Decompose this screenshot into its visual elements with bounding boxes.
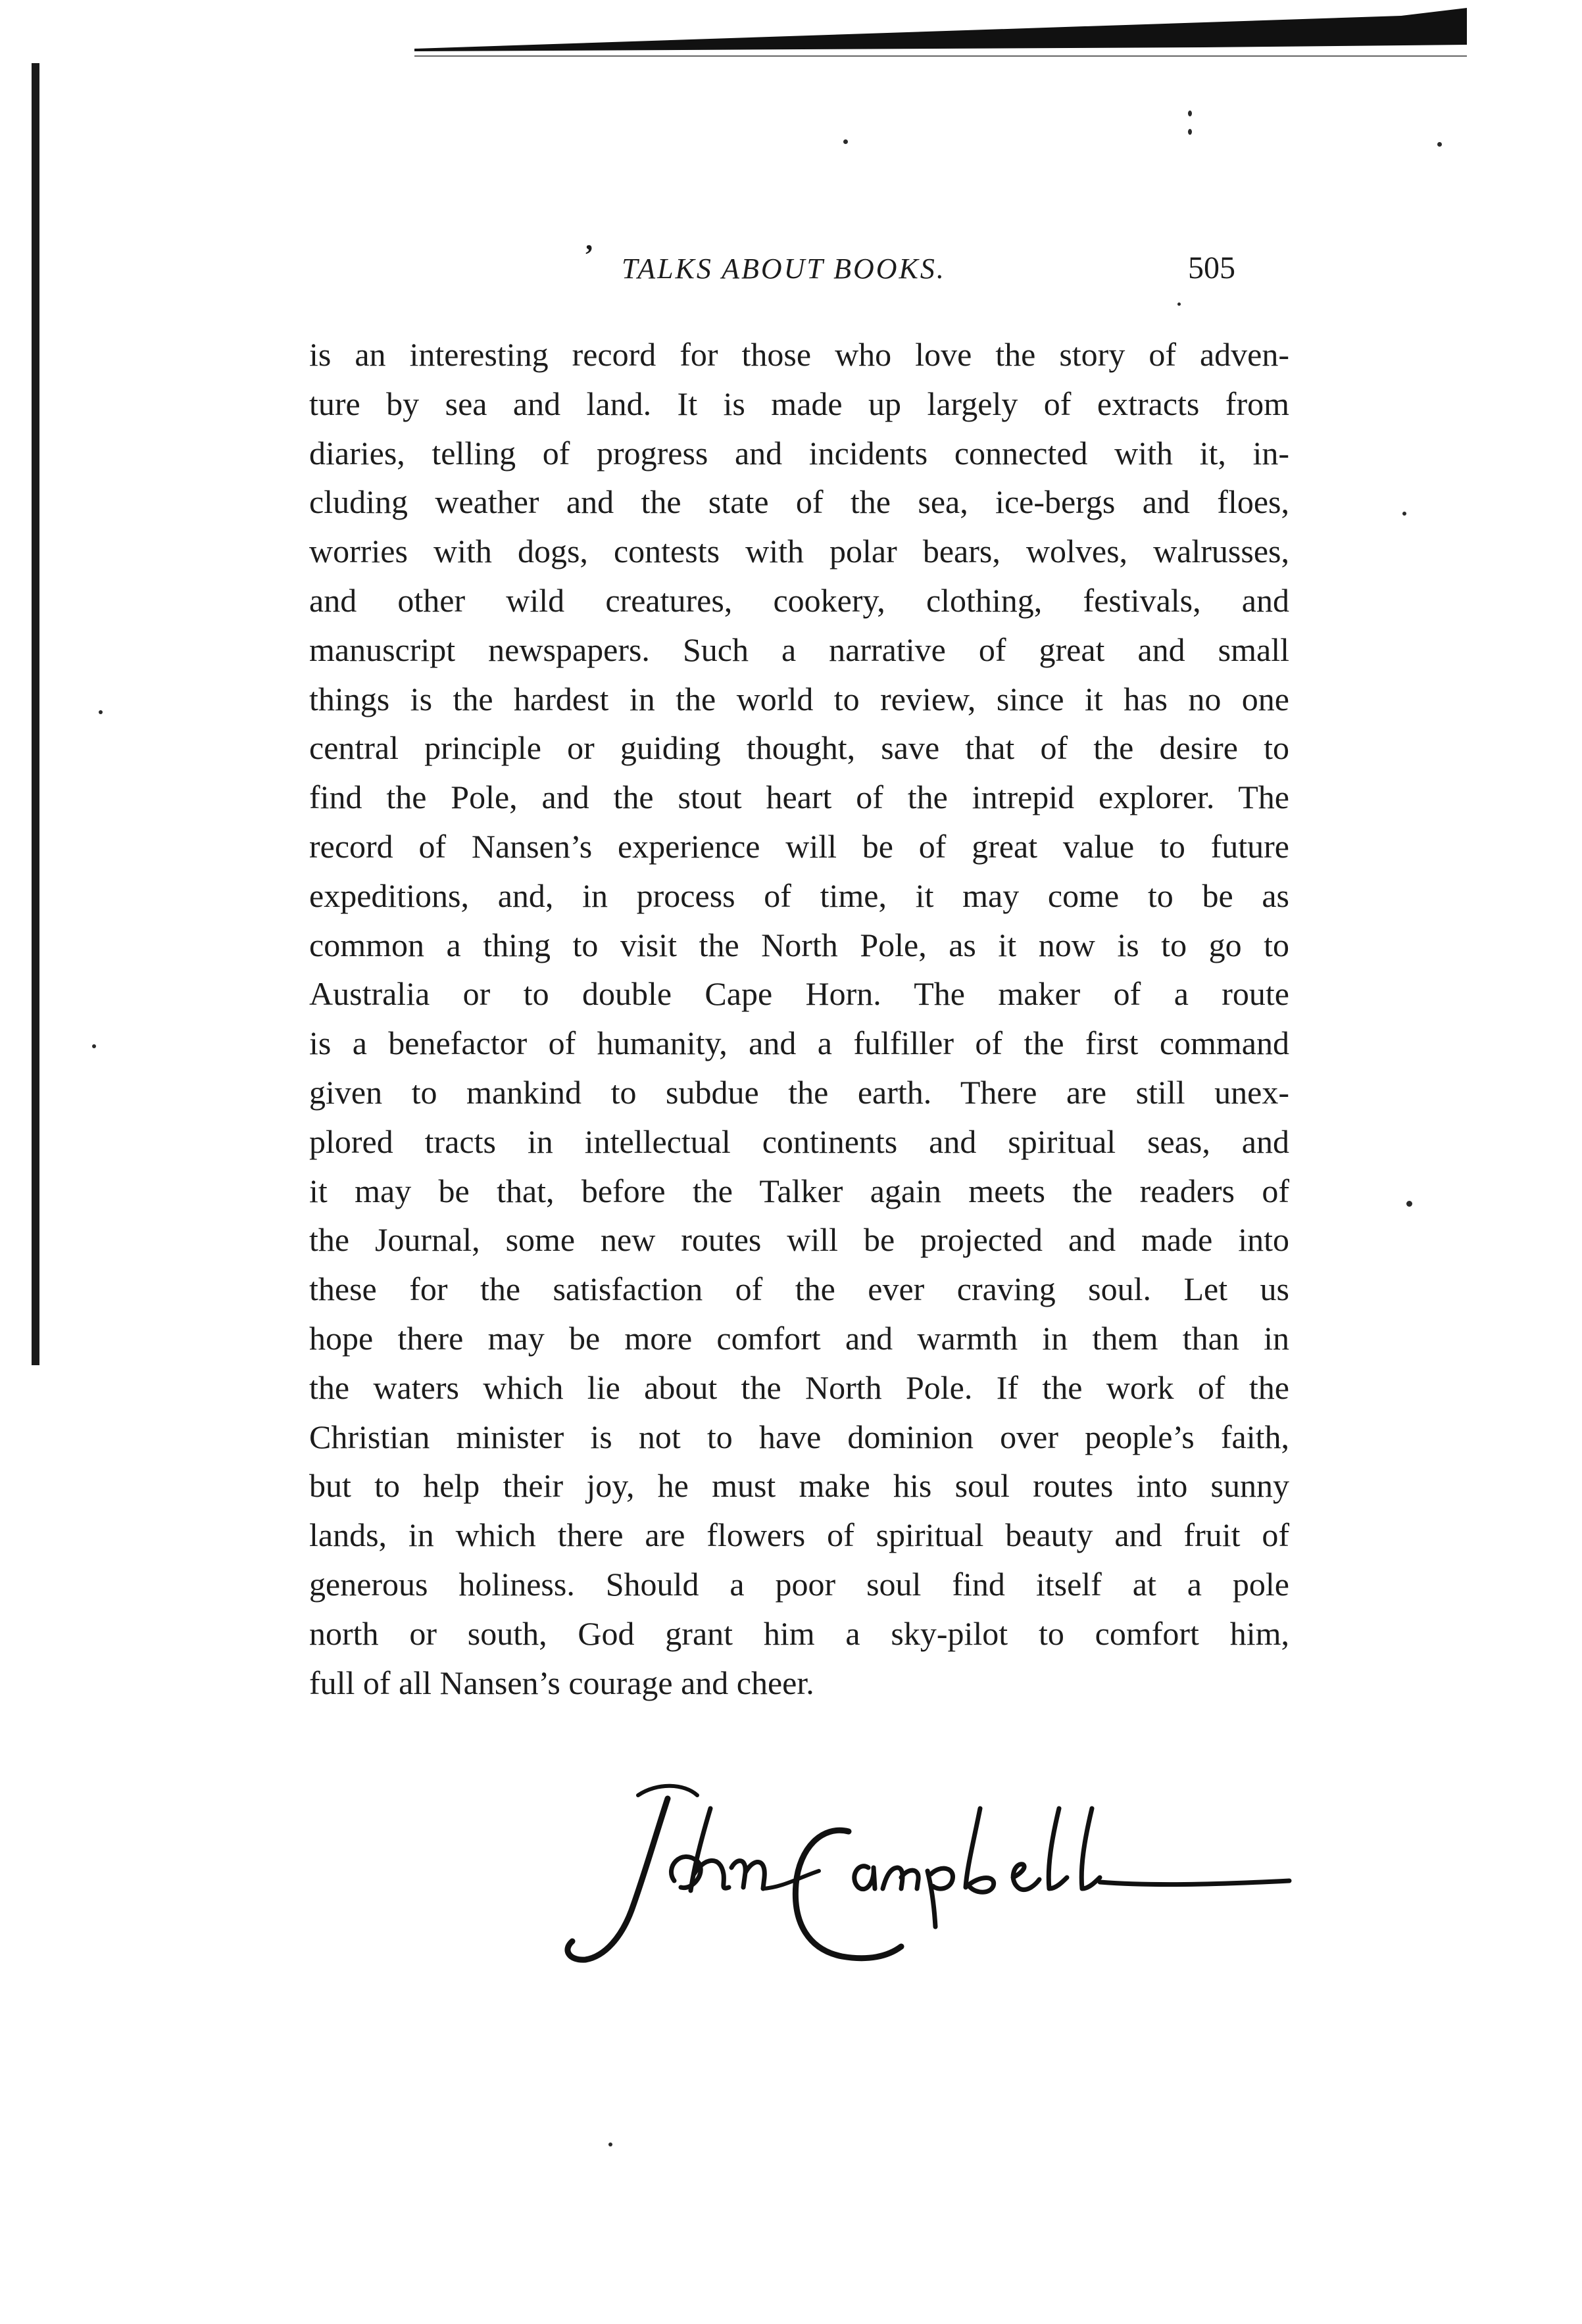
text-line: plored tracts in intellectual continents and spiritual seas, and: [309, 1123, 1289, 1160]
scan-speck: [1177, 303, 1181, 306]
scan-top-rule: [414, 4, 1467, 57]
text-line: these for the satisfaction of the ever craving soul. Let us: [309, 1271, 1289, 1308]
scan-speck: [1406, 1201, 1412, 1207]
text-line: worries with dogs, contests with polar bears, wolves, walrusses,: [309, 533, 1289, 570]
text-line: central principle or guiding thought, save that of the desire to: [309, 729, 1289, 767]
text-line: Christian minister is not to have dominion over people’s faith,: [309, 1418, 1289, 1455]
scan-speck: [1437, 142, 1442, 147]
text-line: is a benefactor of humanity, and a fulfiller of the first command: [309, 1025, 1289, 1062]
text-line: ture by sea and land. It is made up largely of extracts from: [309, 385, 1289, 422]
scan-speck: [1188, 110, 1192, 116]
text-line: manuscript newspapers. Such a narrative of great and small: [309, 631, 1289, 668]
text-line: given to mankind to subdue the earth. There are still unex-: [309, 1073, 1289, 1111]
text-line: it may be that, before the Talker again meets the readers of: [309, 1172, 1289, 1209]
scan-speck: [1188, 129, 1192, 135]
text-line: lands, in which there are flowers of spiritual beauty and fruit of: [309, 1516, 1289, 1554]
text-line: the Journal, some new routes will be projected and made into: [309, 1221, 1289, 1259]
scan-speck: [608, 2142, 612, 2146]
text-line: the waters which lie about the North Pole. If the work of the: [309, 1368, 1289, 1406]
text-line: expeditions, and, in process of time, it may come to be as: [309, 877, 1289, 914]
text-line: record of Nansen’s experience will be of great value to future: [309, 827, 1289, 865]
text-line: and other wild creatures, cookery, clothing, festivals, and: [309, 581, 1289, 619]
text-line: generous holiness. Should a poor soul find itself at a pole: [309, 1565, 1289, 1603]
text-line: hope there may be more comfort and warmth in them than in: [309, 1319, 1289, 1357]
scan-speck: [1402, 512, 1406, 516]
text-line: common a thing to visit the North Pole, as it now is to go to: [309, 926, 1289, 963]
text-line: things is the hardest in the world to review, since it has no one: [309, 680, 1289, 717]
body-paragraph: [309, 330, 1289, 1707]
text-line: diaries, telling of progress and incidents connected with it, in-: [309, 434, 1289, 472]
text-line: is an interesting record for those who love the story of adven-: [309, 336, 1289, 373]
text-line: but to help their joy, he must make his soul routes into sunny: [309, 1467, 1289, 1505]
text-line: find the Pole, and the stout heart of the intrepid explorer. The: [309, 779, 1289, 816]
scan-speck: [92, 1044, 96, 1048]
scan-speck: [843, 139, 848, 144]
text-line: Australia or to double Cape Horn. The maker of a route: [309, 975, 1289, 1013]
running-head-title: TALKS ABOUT BOOKS.: [622, 253, 946, 285]
text-line: north or south, God grant him a sky-pilot to comfort him,: [309, 1614, 1289, 1652]
running-head-mark: ’: [584, 239, 594, 271]
scan-speck: [99, 710, 103, 714]
text-line: full of all Nansen’s courage and cheer.: [309, 1664, 814, 1701]
text-line: cluding weather and the state of the sea, ice-bergs and floes,: [309, 483, 1289, 521]
page-number: 505: [1188, 251, 1235, 285]
signature: [559, 1769, 1302, 1979]
